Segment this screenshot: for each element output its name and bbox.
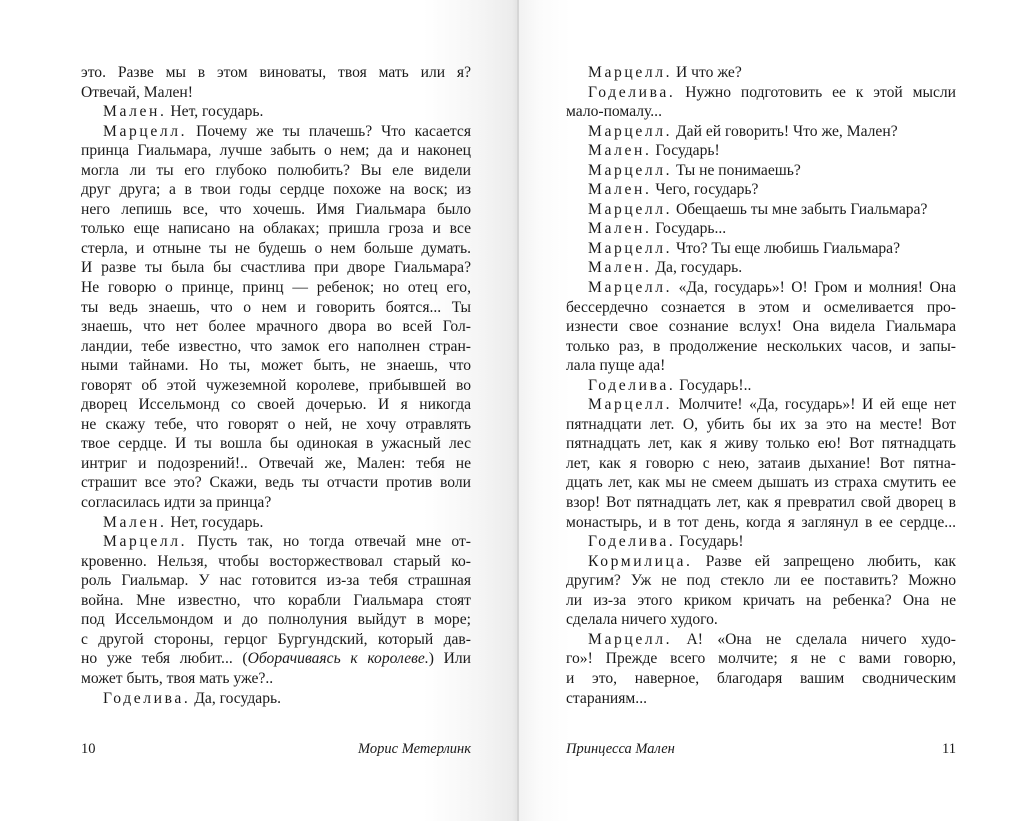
dialogue-line [566, 395, 956, 415]
dialogue-line [566, 532, 956, 552]
line-text: могла ли ты его глубоко полюбить? Вы еле видели [81, 161, 471, 179]
text-line [81, 337, 471, 357]
text-line [81, 591, 471, 611]
line-text: него лепишь все, что хочешь. Имя Гиальмара было [81, 200, 471, 218]
stage-direction: Оборачиваясь к королеве. [247, 650, 429, 668]
text-line [81, 258, 471, 278]
line-text: Молчите! «Да, государь»! И ей еще нет [672, 396, 956, 414]
text-line [566, 317, 956, 337]
line-text: А! «Она не сделала ничего худо- [672, 630, 956, 648]
line-text: дцать лет, как мы не смеем дышать из страха смутить ее [566, 474, 956, 492]
dialogue-line [566, 630, 956, 650]
text-line [566, 610, 956, 630]
speaker-name: Марцелл. [588, 239, 673, 257]
speaker-name: Годелива. [588, 376, 676, 394]
speaker-name: Мален. [103, 103, 167, 121]
text-line [566, 415, 956, 435]
text-line [81, 454, 471, 474]
line-text: Да, государь. [190, 689, 281, 707]
text-line [566, 649, 956, 669]
dialogue-line [566, 161, 956, 181]
line-text: И разве ты была бы счастлива при дворе Гиальмара? [81, 259, 471, 277]
speaker-name: Марцелл. [588, 122, 673, 140]
line-text: война. Мне известно, что корабли Гиальмара стоят [81, 591, 471, 609]
line-text: ) Или [428, 650, 472, 668]
line-text: интриг и подозрений!.. Отвечай же, Мален: тебя не [81, 454, 471, 472]
line-text: Государь... [651, 220, 727, 238]
page-number: 10 [81, 741, 96, 757]
dialogue-line [566, 278, 956, 298]
line-text: Что? Ты еще любишь Гиальмара? [672, 239, 901, 257]
speaker-name: Годелива. [588, 533, 676, 551]
text-line [566, 298, 956, 318]
text-line [81, 317, 471, 337]
text-line [81, 552, 471, 572]
speaker-name: Марцелл. [588, 279, 673, 297]
line-text: Отвечай, Мален! [81, 83, 193, 101]
dialogue-line [81, 532, 471, 552]
line-text: пятнадцати лет. О, убить бы их за это на месте! Вот [566, 415, 956, 433]
line-text: ландии, тебе известно, что замок его наполнен стран- [81, 337, 471, 355]
line-text: страшит все это? Скажи, ведь ты отчасти против воли [81, 474, 471, 492]
line-text: под Иссельмондом и до полнолуния выйдут в море; [81, 611, 471, 629]
text-line [566, 571, 956, 591]
text-line [81, 180, 471, 200]
text-line [81, 278, 471, 298]
line-text: ли из-за этого криком кричать на ребенка? Она не [566, 591, 956, 609]
text-line [566, 102, 956, 122]
text-line [81, 83, 471, 103]
dialogue-line [566, 141, 956, 161]
running-head-author: Морис Метерлинк [358, 741, 471, 757]
left-page-footer [81, 741, 471, 758]
text-line [81, 298, 471, 318]
text-line [81, 669, 471, 689]
dialogue-line [566, 239, 956, 259]
text-line [81, 63, 471, 83]
line-text: другим? Уж не под стекло ли ее поставить? Можно [566, 572, 956, 590]
text-line [566, 591, 956, 611]
line-text: дворец Иссельмонд со своей дочерью. И я никогда [81, 396, 471, 414]
line-text: Государь!.. [675, 376, 752, 394]
text-line [81, 200, 471, 220]
text-line [81, 630, 471, 650]
line-text: ты ведь знаешь, что о нем и говорить боятся... Ты [81, 298, 471, 316]
text-line [566, 337, 956, 357]
page-number: 11 [942, 741, 956, 757]
text-line [81, 415, 471, 435]
line-text: изнести свое сознание вслух! Она видела Гиальмара [566, 318, 956, 336]
line-text: Разве ей запрещено любить, как [692, 552, 956, 570]
line-text: ными тайнами. Но ты, может быть, не знаешь, что [81, 357, 471, 375]
line-text: взор! Вот пятнадцать лет, как я превратил свой дворец в [566, 494, 956, 512]
line-text: Государь! [651, 142, 720, 160]
line-text: роль Гиальмар. У нас готовится из-за тебя страшная [81, 572, 471, 590]
line-text: твое сердце. И ты вошла бы одинокая в ужасный лес [81, 435, 471, 453]
line-text: Государь! [675, 533, 744, 551]
text-line [81, 219, 471, 239]
speaker-name: Мален. [103, 513, 167, 531]
dialogue-line [566, 83, 956, 103]
speaker-name: Марцелл. [588, 630, 673, 648]
right-page-footer [566, 741, 956, 758]
text-line [81, 473, 471, 493]
speaker-name: Мален. [588, 220, 652, 238]
line-text: согласилась идти за принца? [81, 494, 272, 512]
line-text: говорят об этой чужеземной королеве, прибывшей во [81, 376, 471, 394]
text-line [81, 395, 471, 415]
line-text: но уже тебя любит... ( [81, 650, 248, 668]
text-line [81, 141, 471, 161]
line-text: знаешь, что нет более мрачного двора во всей Гол- [81, 318, 471, 336]
text-line [566, 689, 956, 709]
text-line [81, 493, 471, 513]
line-text: пятнадцать лет, как я живу только ею! Вот пятнадцать [566, 435, 956, 453]
line-text: бессердечно сознается в этом и осмеливается про- [566, 298, 956, 316]
line-text: Ты не понимаешь? [672, 161, 801, 179]
line-text: Почему же ты плачешь? Что касается [187, 122, 471, 140]
left-page [0, 0, 517, 821]
text-line [566, 454, 956, 474]
line-text: не скажу тебе, что говорят о ней, не хочу отравлять [81, 415, 471, 433]
dialogue-line [566, 122, 956, 142]
dialogue-line [81, 689, 471, 709]
text-line [81, 376, 471, 396]
speaker-name: Кормилица. [588, 552, 693, 570]
dialogue-line [566, 258, 956, 278]
speaker-name: Мален. [588, 142, 652, 160]
dialogue-line [81, 122, 471, 142]
text-line [566, 669, 956, 689]
line-text: друг друга; а в твои годы сердце похоже на воск; из [81, 181, 471, 199]
text-line [566, 513, 956, 533]
line-text: лала пуще ада! [566, 357, 666, 375]
dialogue-line [566, 200, 956, 220]
line-text: и это, наверное, благодаря вашим сводническим [566, 669, 956, 687]
line-text: стерла, и отныне ты не будешь о нем больше думать. [81, 239, 471, 257]
line-text: сделала ничего худого. [566, 611, 718, 629]
line-text: «Да, государь»! О! Гром и молния! Она [672, 279, 956, 297]
text-line [81, 239, 471, 259]
line-text: Пусть так, но тогда отвечай мне от- [187, 533, 471, 551]
dialogue-line [566, 376, 956, 396]
line-text: стараниям... [566, 689, 647, 707]
speaker-name: Мален. [588, 181, 652, 199]
line-text: только раз, в продолжение нескольких часов, и запы- [566, 337, 956, 355]
dialogue-line [566, 63, 956, 83]
speaker-name: Марцелл. [588, 396, 673, 414]
speaker-name: Годелива. [103, 689, 191, 707]
line-text: кровенно. Нельзя, чтобы восторжествовал старый ко- [81, 552, 471, 570]
line-text: Обещаешь ты мне забыть Гиальмара? [672, 200, 928, 218]
text-line [566, 493, 956, 513]
speaker-name: Марцелл. [103, 122, 188, 140]
dialogue-line [566, 552, 956, 572]
line-text: лет, как я говорю с нею, затаив дыхание! Вот пятна- [566, 454, 956, 472]
text-line [81, 161, 471, 181]
left-page-text [81, 63, 471, 708]
right-page [519, 0, 1036, 821]
line-text: Нет, государь. [166, 103, 264, 121]
text-line [566, 356, 956, 376]
dialogue-line [566, 219, 956, 239]
speaker-name: Марцелл. [588, 200, 673, 218]
text-line [81, 434, 471, 454]
speaker-name: Марцелл. [588, 161, 673, 179]
line-text: монастырь, и в тот день, когда я заглянул в ее сердце... [566, 513, 956, 531]
line-text: Не говорю о принце, принц — ребенок; но отец его, [81, 279, 471, 297]
line-text: Дай ей говорить! Что же, Мален? [672, 122, 898, 140]
line-text: это. Разве мы в этом виноваты, твоя мать или я? [81, 64, 471, 81]
line-text: Да, государь. [651, 259, 743, 277]
dialogue-line [566, 180, 956, 200]
speaker-name: Мален. [588, 259, 652, 277]
line-text: мало-помалу... [566, 103, 662, 121]
line-text: только еще написано на облаках; пришла гроза и все [81, 220, 471, 238]
line-text: И что же? [672, 64, 742, 81]
line-text: Нет, государь. [166, 513, 264, 531]
speaker-name: Марцелл. [588, 64, 673, 81]
text-line [81, 571, 471, 591]
speaker-name: Годелива. [588, 83, 676, 101]
line-text: с другой стороны, герцог Бургундский, который дав- [81, 630, 471, 648]
line-text: может быть, твоя мать уже?.. [81, 669, 274, 687]
dialogue-line [81, 102, 471, 122]
dialogue-line [81, 513, 471, 533]
text-line [81, 356, 471, 376]
line-text: принца Гиальмара, лучше забыть о нем; да и наконец [81, 142, 471, 160]
right-page-text [566, 63, 956, 708]
text-line [566, 473, 956, 493]
text-line [81, 649, 471, 669]
text-line [566, 434, 956, 454]
line-text: Чего, государь? [651, 181, 759, 199]
running-head-title: Принцесса Мален [566, 741, 675, 757]
text-line [81, 610, 471, 630]
line-text: Нужно подготовить ее к этой мысли [675, 83, 956, 101]
line-text: го»! Прежде всего молчите; я не с вами говорю, [566, 650, 956, 668]
speaker-name: Марцелл. [103, 533, 188, 551]
